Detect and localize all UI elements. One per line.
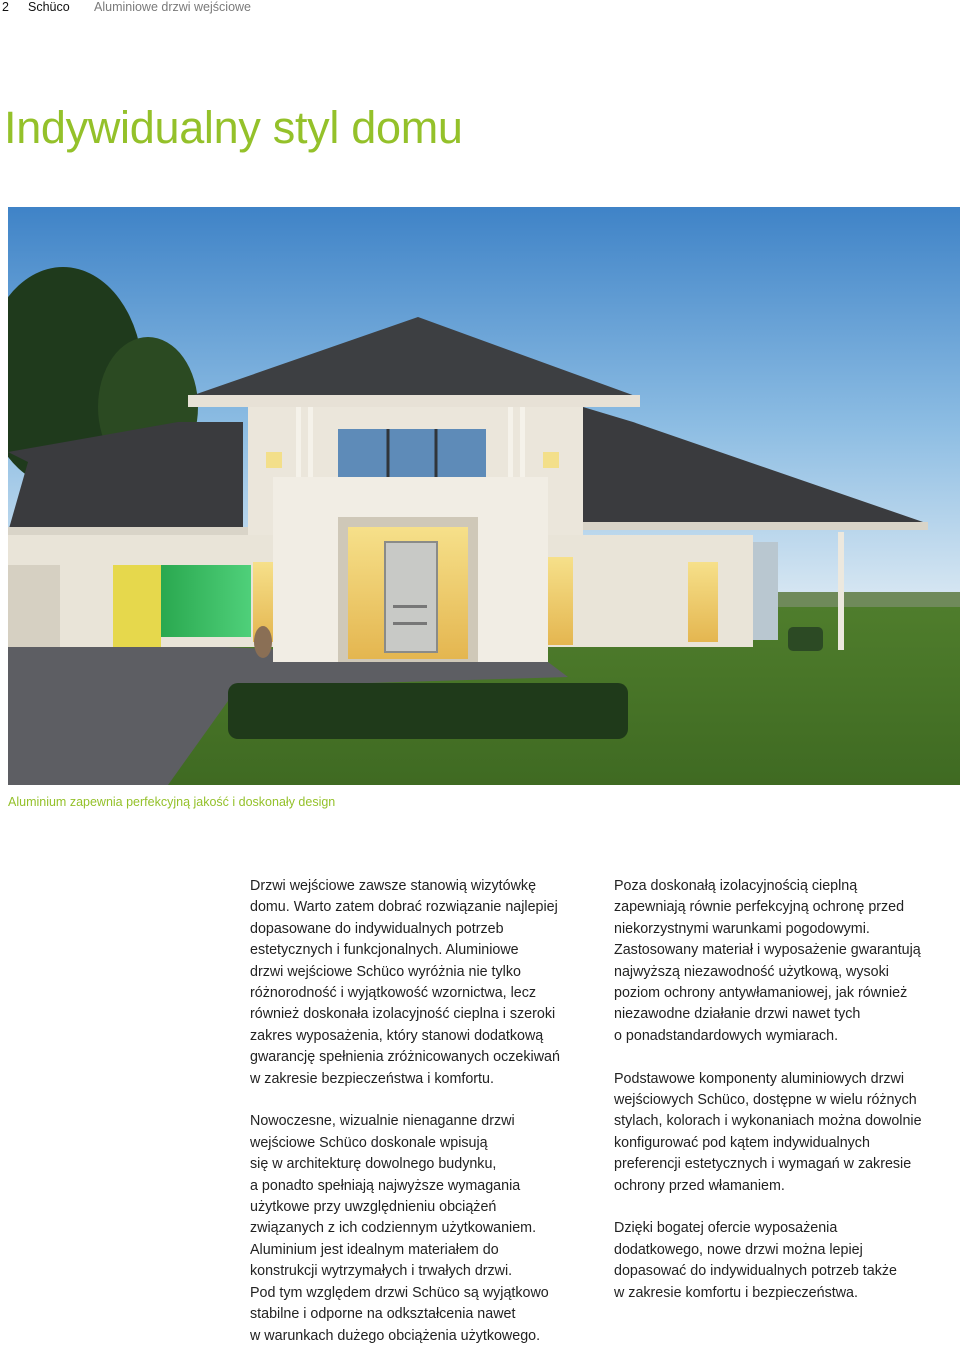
text-line: Dzięki bogatej ofercie wyposażenia <box>614 1220 838 1237</box>
planter <box>254 626 272 658</box>
text-line: ochrony przed włamaniem. <box>614 1177 785 1194</box>
hedge <box>228 683 628 739</box>
text-line: użytkowe przy uwzględnieniu obciążeń <box>250 1199 497 1216</box>
text-line: związanych z ich codziennym użytkowaniem. <box>250 1220 537 1237</box>
wall-light <box>543 452 559 468</box>
side-window <box>688 562 718 642</box>
body-paragraph <box>614 876 960 1047</box>
wall-light <box>266 452 282 468</box>
body-paragraph <box>250 876 600 1090</box>
text-line: domu. Warto zatem dobrać rozwiązanie najlepiej <box>250 899 558 916</box>
text-line: estetycznych i funkcjonalnych. Aluminiowe <box>250 942 519 959</box>
text-line: w warunkach dużego obciążenia użytkowego. <box>250 1327 541 1344</box>
left-fascia <box>8 527 248 535</box>
text-line: Poza doskonałą izolacyjnością cieplną <box>614 878 858 894</box>
text-line: zakres wyposażenia, który stanowi dodatkową <box>250 1027 544 1044</box>
text-line: się w architekturę dowolnego budynku, <box>250 1156 497 1173</box>
text-line: w zakresie komfortu i bezpieczeństwa. <box>614 1284 858 1301</box>
text-line: stabilne i odporne na odkształcenia nawet <box>250 1306 516 1323</box>
text-line: dodatkowego, nowe drzwi można lepiej <box>614 1241 863 1258</box>
text-line: najwyższą niezawodność użytkową, wysoki <box>614 963 889 980</box>
text-line: zapewniają równie perfekcyjną ochronę przed <box>614 899 905 916</box>
text-line: stylach, kolorach i wykonaniach można dowolnie <box>614 1113 922 1130</box>
page-number: 2 <box>2 0 9 14</box>
text-line: Aluminium jest idealnym materiałem do <box>250 1241 499 1258</box>
text-line: preferencji estetycznych i wymagań w zakresie <box>614 1156 912 1173</box>
text-line: niezawodne działanie drzwi nawet tych <box>614 1006 861 1023</box>
side-window <box>548 557 573 645</box>
yellow-panel <box>113 565 161 647</box>
photo-caption: Aluminium zapewnia perfekcyjną jakość i doskonały design <box>8 795 336 809</box>
text-line: Nowoczesne, wizualnie nienaganne drzwi <box>250 1113 515 1130</box>
body-paragraph <box>250 1111 600 1346</box>
text-line: wejściowe Schüco doskonale wpisują <box>250 1134 488 1151</box>
section-name: Aluminiowe drzwi wejściowe <box>94 0 251 14</box>
text-line: a ponadto spełniają najwyższe wymagania <box>250 1177 521 1194</box>
text-line: o ponadstandardowych wymiarach. <box>614 1027 839 1044</box>
green-glass-panel <box>161 565 251 637</box>
pillar <box>838 532 844 650</box>
text-line: gwarancję spełnienia zróżnicowanych oczekiwań <box>250 1049 560 1066</box>
upper-window <box>338 429 486 477</box>
page-title: Indywidualny styl domu <box>4 102 463 153</box>
text-line: konstrukcji wytrzymałych i trwałych drzwi. <box>250 1263 513 1280</box>
text-line: konfigurować pod kątem indywidualnych <box>614 1134 870 1151</box>
text-line: poziom ochrony antywłamaniowej, jak również <box>614 985 908 1002</box>
text-line: Drzwi wejściowe zawsze stanowią wizytówkę <box>250 878 537 894</box>
text-line: również doskonała izolacyjność cieplna i szeroki <box>250 1006 556 1023</box>
house-illustration <box>8 207 960 785</box>
text-line: Podstawowe komponenty aluminiowych drzwi <box>614 1070 905 1087</box>
text-line: w zakresie bezpieczeństwa i komfortu. <box>250 1070 494 1087</box>
text-line: drzwi wejściowe Schüco wyróżnia nie tylko <box>250 963 521 980</box>
corner-window <box>753 542 778 640</box>
text-column-left <box>250 876 600 1368</box>
brand-name: Schüco <box>28 0 70 14</box>
text-column-right <box>614 876 960 1325</box>
hero-photo <box>8 207 960 785</box>
body-paragraph <box>614 1069 960 1197</box>
text-line: dopasowane do indywidualnych potrzeb <box>250 920 504 937</box>
text-line: dopasować do indywidualnych potrzeb także <box>614 1263 897 1280</box>
text-line: niekorzystnymi warunkami pogodowymi. <box>614 920 870 937</box>
text-line: wejściowych Schüco, dostępne w wielu różnych <box>614 1092 917 1109</box>
shrub <box>788 627 823 651</box>
roof-fascia <box>188 395 640 407</box>
garage-door <box>8 565 60 647</box>
body-paragraph <box>614 1218 960 1304</box>
text-line: różnorodność i wyjątkowość wzornictwa, lecz <box>250 985 537 1002</box>
text-line: Pod tym względem drzwi Schüco są wyjątkowo <box>250 1284 549 1301</box>
right-fascia <box>583 522 928 530</box>
front-door <box>385 542 437 652</box>
text-line: Zastosowany materiał i wyposażenie gwarantują <box>614 942 921 959</box>
